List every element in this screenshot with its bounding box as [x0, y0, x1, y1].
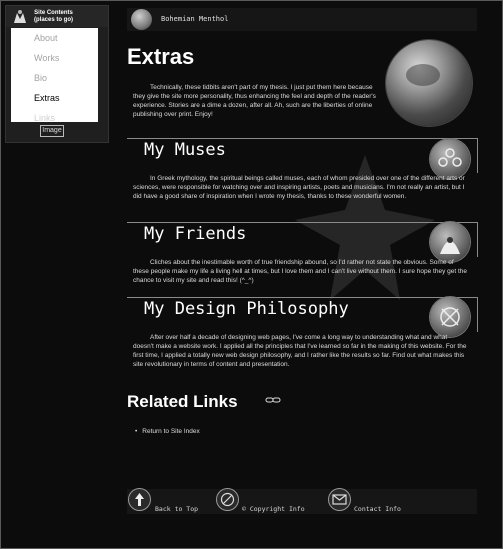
- planet-image: [386, 40, 472, 126]
- related-links-list: [135, 428, 200, 435]
- sidebar: [5, 5, 109, 143]
- sidebar-title-line2: (places to go): [34, 16, 74, 23]
- muses-glyph-icon: [430, 139, 470, 179]
- related-links-title: Related Links: [127, 392, 238, 411]
- related-link-site-index[interactable]: [135, 428, 200, 435]
- section-muses-header: [127, 138, 478, 173]
- intro-paragraph: Technically, these tidbits aren't part of my thesis. I just put them here because they give the site more personality, thus enhancing the feel and depth of the reader's experience. Stories are a dime a dozen, after all. Ah, such are the liberties of online publishing over print. Enjoy!: [133, 84, 376, 118]
- link-icon: [265, 396, 281, 404]
- muses-paragraph: In Greek mythology, the spiritual beings called muses, each of whom presided over one of the different arts or sciences, were responsible for watching over and inspiring artists, poets and musicians. I'm not really an artist, but I did have a good share of inspiration when I wrote my thesis, thanks to these wonderful women.: [133, 175, 465, 200]
- friends-paragraph: Cliches about the inestimable worth of true friendship abound, so I'd rather not state the obvious. Some of these people make my life a living hell at times, but I love them and I can't live without them. I sure hope they get the chance to visit my site and read this! (^_^): [133, 259, 468, 284]
- header-bar: [127, 8, 477, 31]
- design-glyph-icon: [430, 297, 470, 337]
- sidebar-title-line1: Site Contents: [34, 9, 73, 16]
- sidebar-item-extras[interactable]: Extras: [34, 93, 60, 103]
- friends-icon[interactable]: [430, 222, 470, 262]
- section-design-header: [127, 297, 478, 332]
- sidebar-item-bio[interactable]: Bio: [34, 73, 48, 83]
- sidebar-item-links[interactable]: Links: [34, 113, 56, 122]
- arrow-up-icon: [129, 489, 150, 510]
- sidebar-item-about[interactable]: About: [34, 33, 58, 43]
- related-link-label[interactable]: Return to Site Index: [142, 428, 200, 435]
- footer-bar: [127, 489, 477, 514]
- sidebar-menu: [11, 28, 98, 122]
- page-title: Extras: [127, 44, 195, 69]
- copyright-link[interactable]: © Copyright Info: [242, 505, 305, 513]
- no-sign-icon: [217, 489, 238, 510]
- envelope-icon: [329, 489, 350, 510]
- contact-icon[interactable]: [328, 488, 351, 511]
- section-title-design: My Design Philosophy: [144, 299, 349, 319]
- image-button[interactable]: Image: [40, 125, 64, 137]
- section-title-muses: My Muses: [144, 140, 226, 160]
- back-to-top-link[interactable]: Back to Top: [155, 505, 199, 513]
- sidebar-logo-icon: [12, 9, 28, 25]
- back-to-top-icon[interactable]: [128, 488, 151, 511]
- sidebar-header: [6, 6, 108, 27]
- friends-glyph-icon: [430, 222, 470, 262]
- section-friends-header: [127, 222, 478, 257]
- site-name: Bohemian Menthol: [161, 15, 229, 23]
- contact-link[interactable]: Contact Info: [354, 505, 401, 513]
- copyright-icon[interactable]: [216, 488, 239, 511]
- sidebar-item-works[interactable]: Works: [34, 53, 60, 63]
- design-icon[interactable]: [430, 297, 470, 337]
- section-title-friends: My Friends: [144, 224, 247, 244]
- muses-icon[interactable]: [430, 139, 470, 179]
- planet-icon: [131, 9, 152, 30]
- sidebar-title: [34, 10, 73, 24]
- design-paragraph: After over half a decade of designing web pages, I've come a long way to understanding what and what doesn't make a website work. I applied all the principles that I've learned so far in the making of this website. For the first time, I applied a totally new web design philosophy, and I rather like the results so far. Find out what makes this site revolutionary in terms of content and presentation.: [133, 334, 467, 368]
